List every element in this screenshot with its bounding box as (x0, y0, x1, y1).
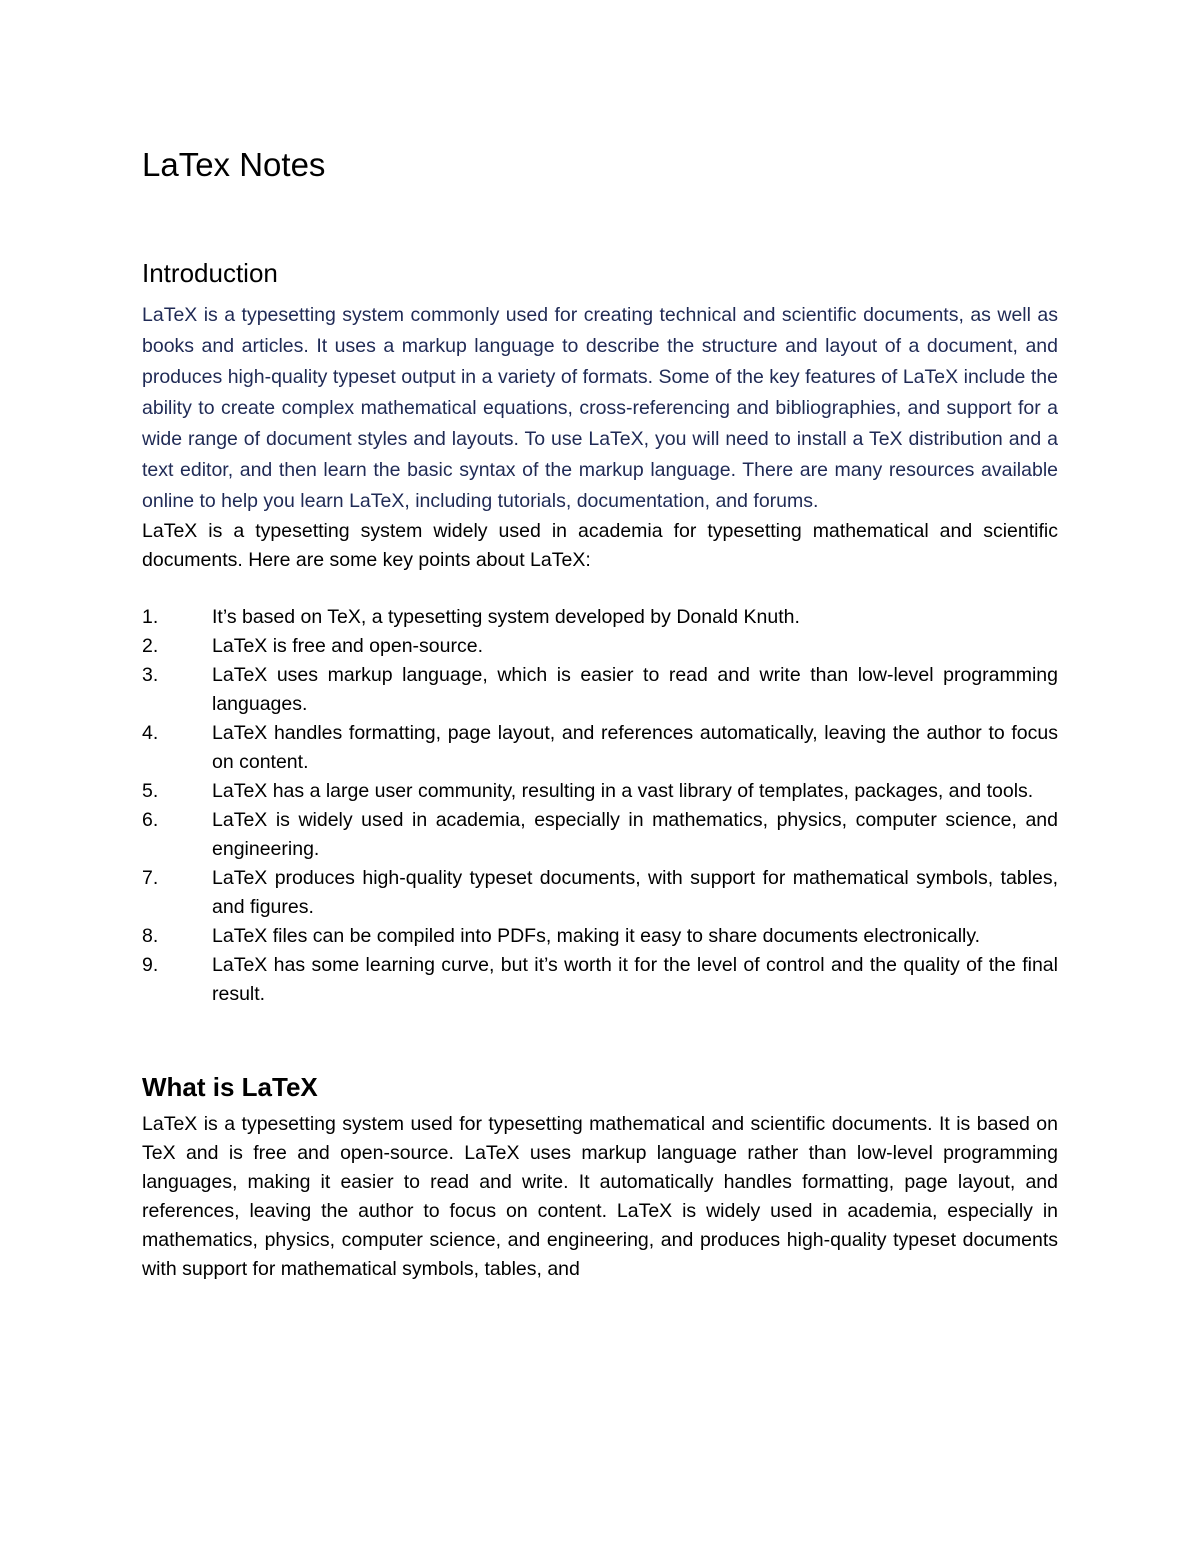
list-item-number: 6. (142, 809, 159, 831)
list-item-number: 4. (142, 722, 159, 744)
list-item-number: 2. (142, 635, 159, 657)
list-item-text: LaTeX has some learning curve, but it’s worth it for the level of control and the quality of the final result. (212, 954, 1058, 1005)
list-item (142, 777, 1058, 806)
list-item-text: LaTeX produces high-quality typeset documents, with support for mathematical symbols, tables, and figures. (212, 867, 1058, 918)
list-item (142, 661, 1058, 719)
list-item-text: It’s based on TeX, a typesetting system developed by Donald Knuth. (212, 606, 800, 628)
list-item-text: LaTeX uses markup language, which is easier to read and write than low-level programming languages. (212, 664, 1058, 715)
list-item (142, 719, 1058, 777)
list-item-number: 7. (142, 867, 159, 889)
list-item (142, 806, 1058, 864)
key-points-list (142, 603, 1058, 1009)
introduction-heading: Introduction (142, 258, 278, 288)
document-content (142, 142, 1058, 1284)
document-title: LaTex Notes (142, 146, 326, 183)
list-item (142, 864, 1058, 922)
list-item-number: 1. (142, 606, 159, 628)
list-item-number: 9. (142, 954, 159, 976)
list-item-text: LaTeX files can be compiled into PDFs, making it easy to share documents electronically. (212, 925, 981, 947)
list-item-text: LaTeX is widely used in academia, especially in mathematics, physics, computer science, and engineering. (212, 809, 1058, 860)
list-item (142, 922, 1058, 951)
list-item-number: 8. (142, 925, 159, 947)
what-is-latex-heading: What is LaTeX (142, 1072, 318, 1102)
list-item-text: LaTeX handles formatting, page layout, and references automatically, leaving the author to focus on content. (212, 722, 1058, 773)
list-item (142, 603, 1058, 632)
list-item (142, 951, 1058, 1009)
list-item-number: 3. (142, 664, 159, 686)
list-item (142, 632, 1058, 661)
list-item-text: LaTeX has a large user community, resulting in a vast library of templates, packages, and tools. (212, 780, 1034, 802)
key-points-intro: LaTeX is a typesetting system widely used in academia for typesetting mathematical and scientific documents. Here are some key points about LaTeX: (142, 520, 1058, 571)
introduction-paragraph: LaTeX is a typesetting system commonly used for creating technical and scientific documents, as well as books and articles. It uses a markup language to describe the structure and layout of a document, and produces high-quality typeset output in a variety of formats. Some of the key features of LaTeX include the ability to create complex mathematical equations, cross-referencing and bibliographies, and support for a wide range of document styles and layouts. To use LaTeX, you will need to install a TeX distribution and a text editor, and then learn the basic syntax of the markup language. There are many resources available online to help you learn LaTeX, including tutorials, documentation, and forums. (142, 304, 1058, 512)
list-item-number: 5. (142, 780, 159, 802)
what-is-latex-paragraph: LaTeX is a typesetting system used for typesetting mathematical and scientific documents. It is based on TeX and is free and open-source. LaTeX uses markup language rather than low-level programming languages, making it easier to read and write. It automatically handles formatting, page layout, and references, leaving the author to focus on content. LaTeX is widely used in academia, especially in mathematics, physics, computer science, and engineering, and produces high-quality typeset documents with support for mathematical symbols, tables, and (142, 1113, 1058, 1280)
list-item-text: LaTeX is free and open-source. (212, 635, 484, 657)
